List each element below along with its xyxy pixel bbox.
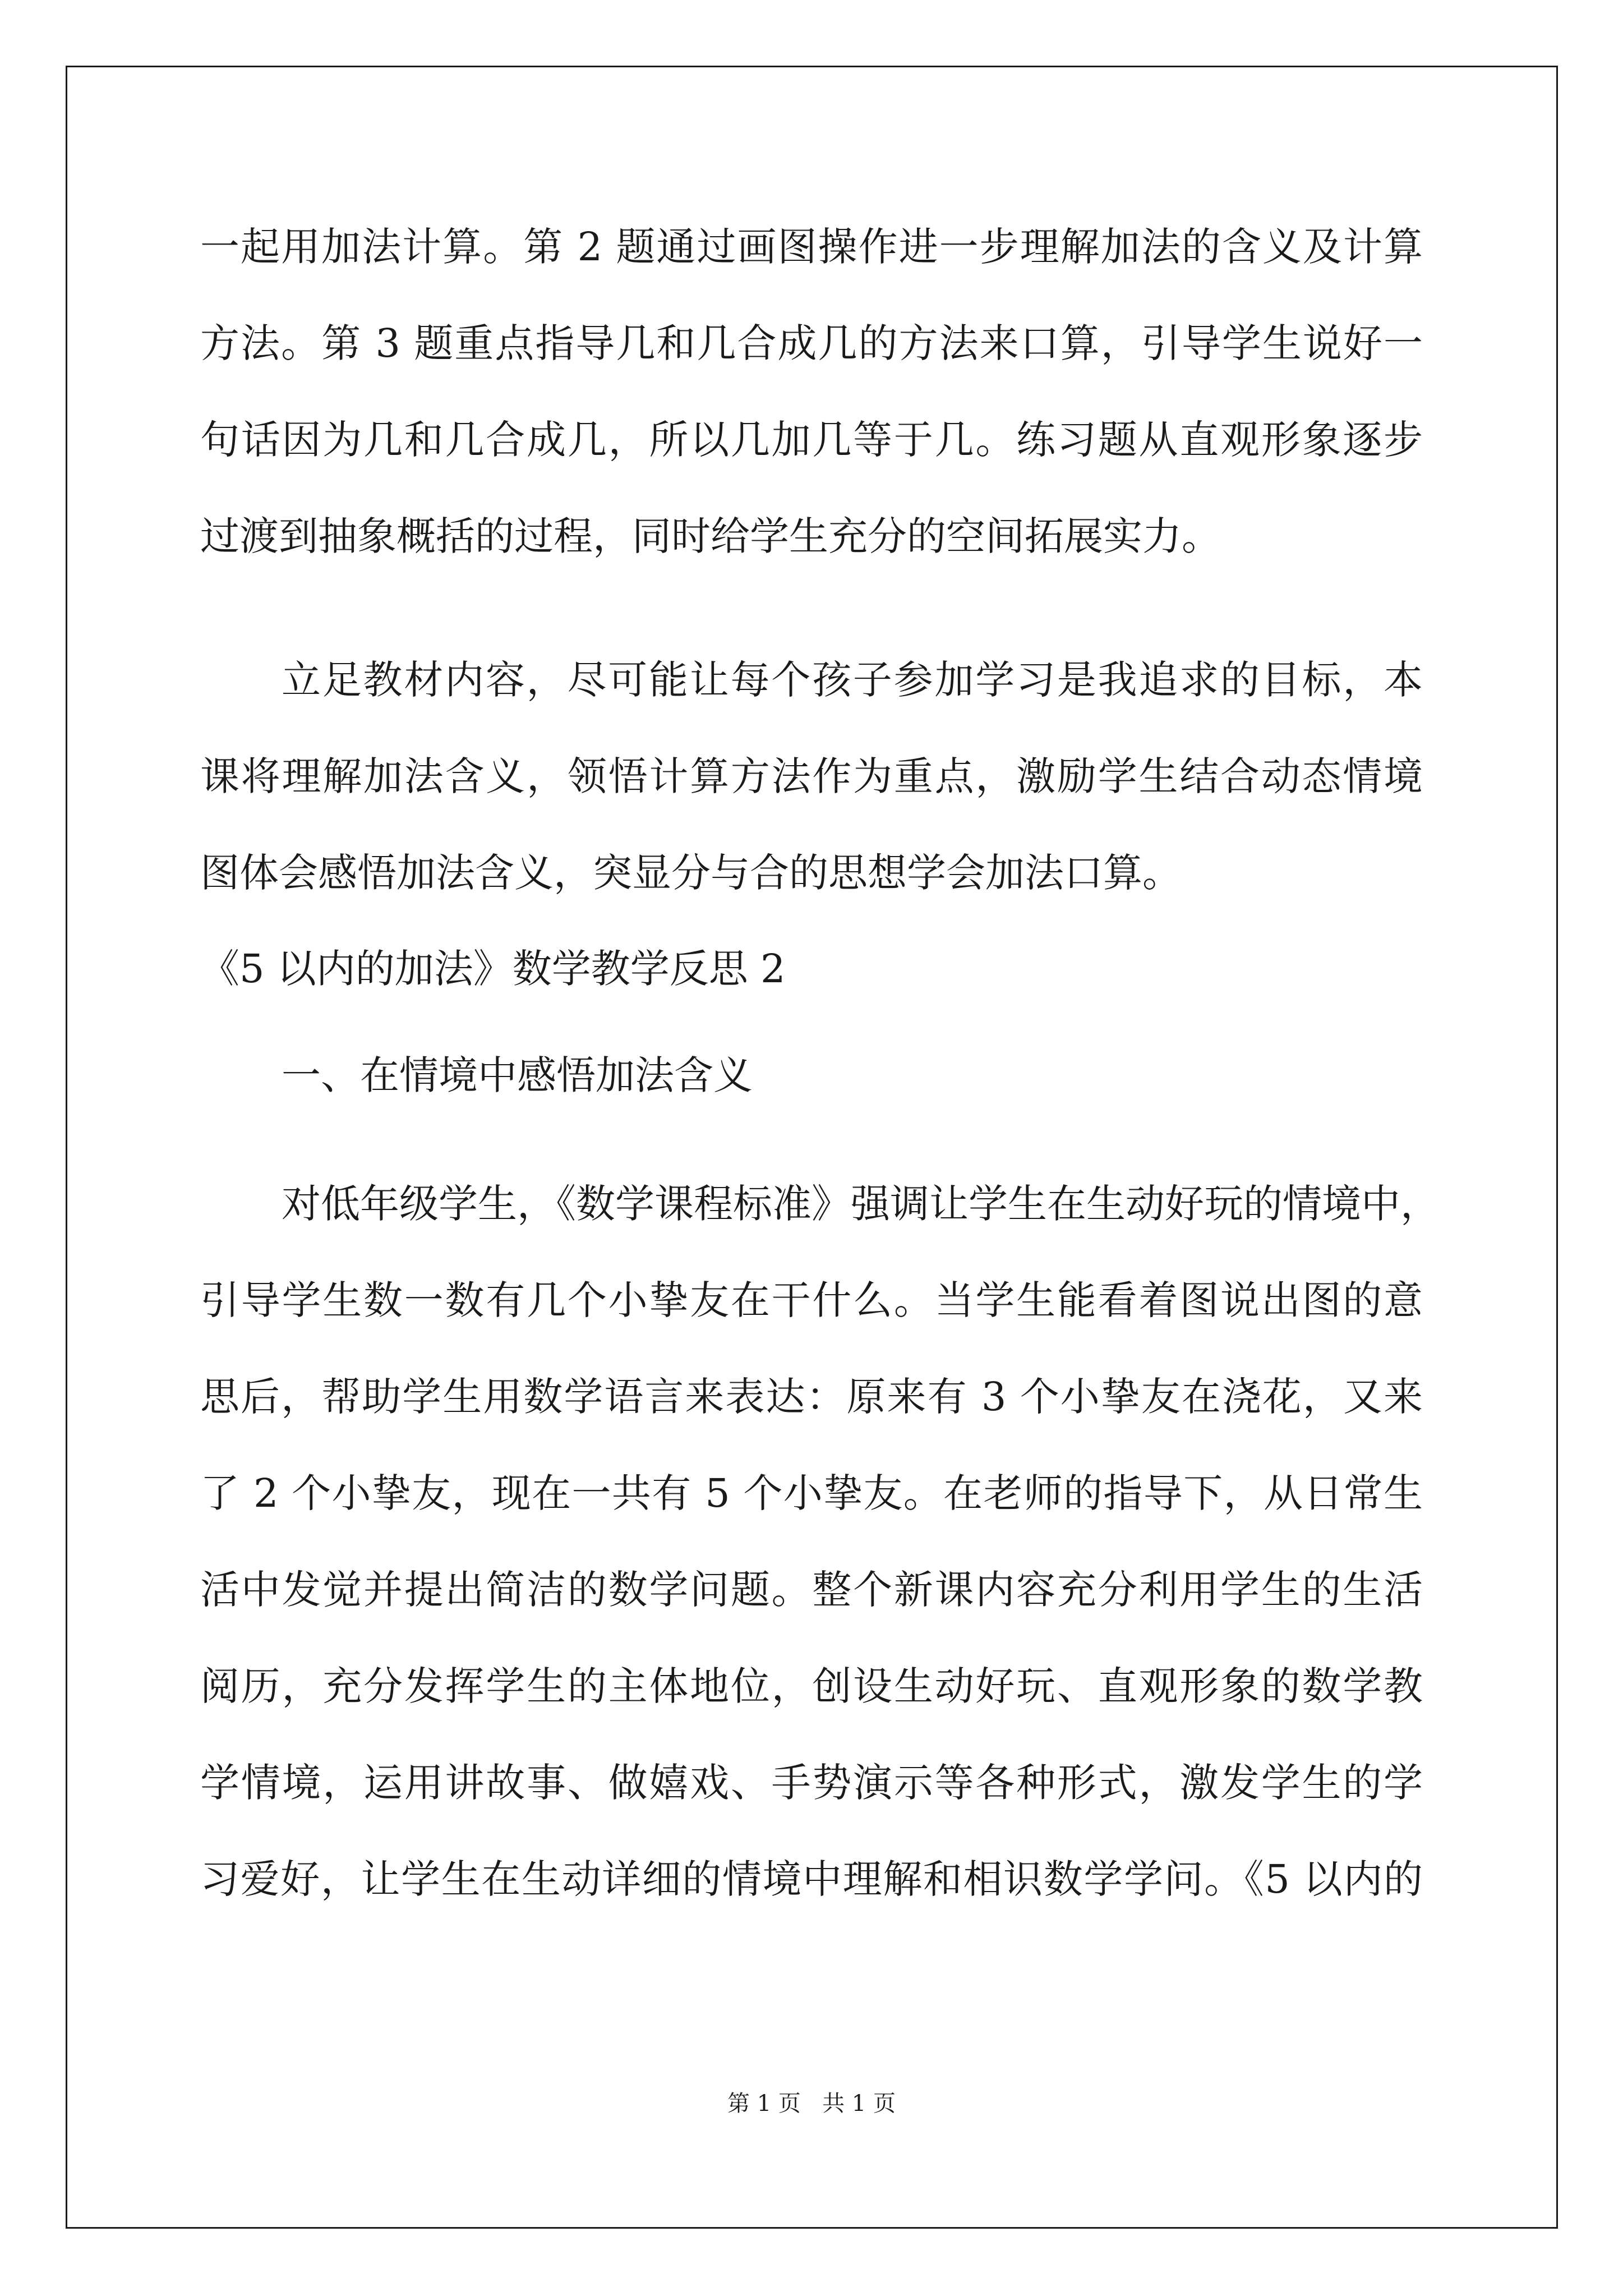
text-line: 对低年级学生，《数学课程标准》强调让学生在生动好玩的情境中， xyxy=(282,1181,1440,1227)
text-line: 图体会感悟加法含义，突显分与合的思想学会加法口算。 xyxy=(200,850,1182,896)
text-line: 阅历，充分发挥学生的主体地位，创设生动好玩、直观形象的数学教 xyxy=(200,1663,1423,1709)
page-footer: 第 1 页 共 1 页 xyxy=(727,2091,896,2116)
text-line: 方法。第 3 题重点指导几和几合成几的方法来口算，引导学生说好一 xyxy=(200,320,1423,366)
text-line: 思后，帮助学生用数学语言来表达：原来有 3 个小挚友在浇花，又来 xyxy=(200,1374,1423,1420)
text-line: 了 2 个小挚友，现在一共有 5 个小挚友。在老师的指导下，从日常生 xyxy=(200,1470,1423,1516)
text-line: 习爱好，让学生在生动详细的情境中理解和相识数学学问。《5 以内的 xyxy=(200,1856,1423,1902)
text-line: 过渡到抽象概括的过程，同时给学生充分的空间拓展实力。 xyxy=(200,513,1221,559)
text-line: 课将理解加法含义，领悟计算方法作为重点，激励学生结合动态情境 xyxy=(200,753,1423,799)
text-line: 一起用加法计算。第 2 题通过画图操作进一步理解加法的含义及计算 xyxy=(200,224,1423,270)
text-line: 学情境，运用讲故事、做嬉戏、手势演示等各种形式，激发学生的学 xyxy=(200,1760,1423,1806)
section-title: 《5 以内的加法》数学教学反思 2 xyxy=(200,946,786,992)
text-line: 句话因为几和几合成几，所以几加几等于几。练习题从直观形象逐步 xyxy=(200,417,1423,463)
text-line: 立足教材内容，尽可能让每个孩子参加学习是我追求的目标，本 xyxy=(282,657,1423,703)
subheading: 一、在情境中感悟加法含义 xyxy=(282,1052,753,1098)
text-line: 引导学生数一数有几个小挚友在干什么。当学生能看着图说出图的意 xyxy=(200,1277,1423,1323)
text-line: 活中发觉并提出简洁的数学问题。整个新课内容充分利用学生的生活 xyxy=(200,1567,1423,1613)
